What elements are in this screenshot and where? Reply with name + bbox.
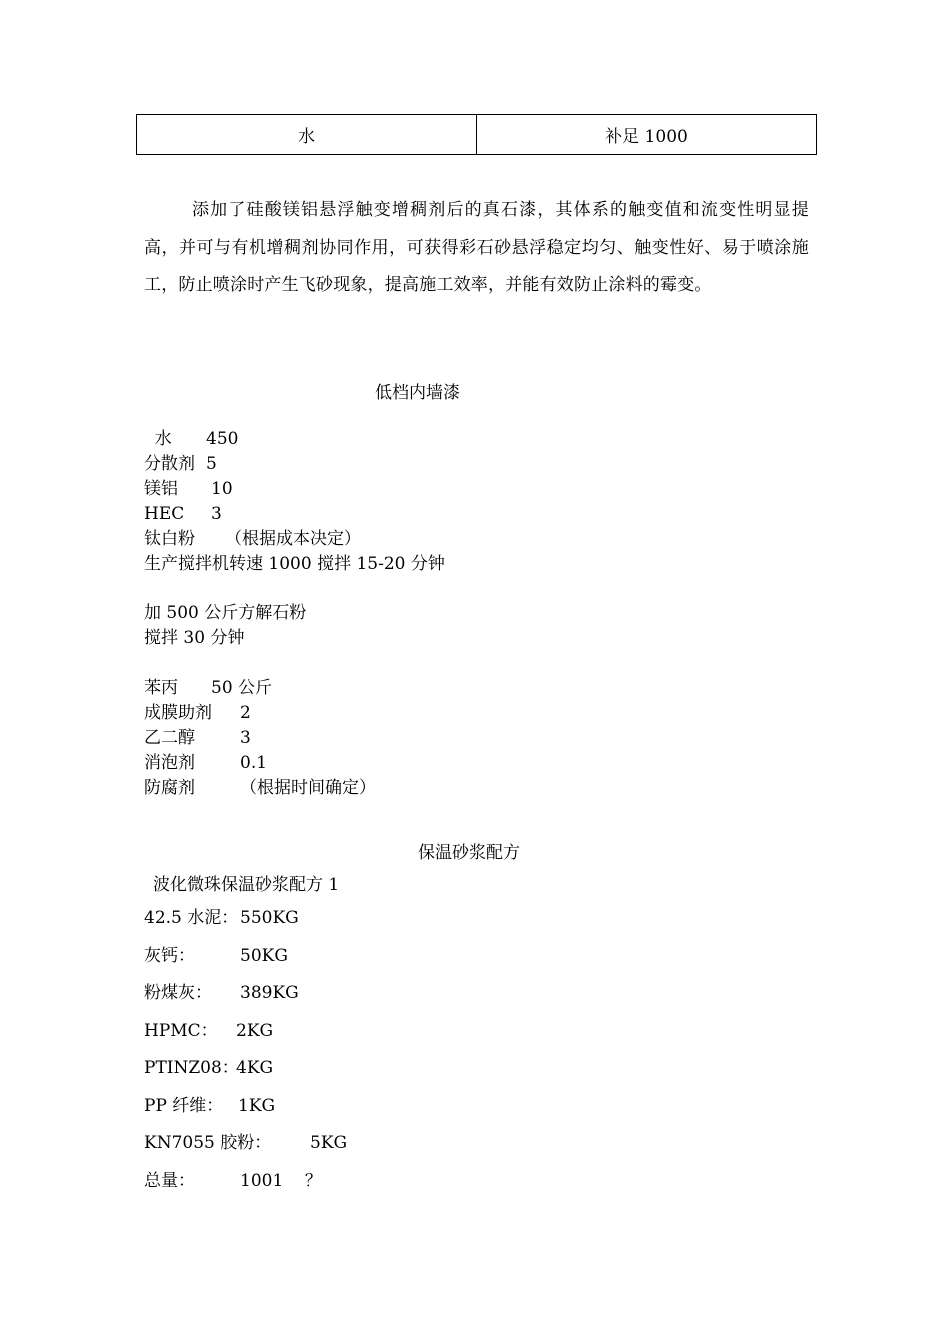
table-cell-ingredient: 水 xyxy=(137,115,477,155)
list-item xyxy=(144,1163,347,1201)
list-item xyxy=(144,776,376,801)
section-title-mortar: 保温砂浆配方 xyxy=(418,843,520,863)
section-title-interior-paint: 低档内墙漆 xyxy=(375,383,460,403)
list-item xyxy=(144,900,347,938)
ingredient-name: 镁铝 xyxy=(144,479,178,499)
ingredient-name: 加 500 公斤方解石粉 xyxy=(144,603,307,623)
ingredient-list-3 xyxy=(144,676,376,801)
section-subtitle-mortar: 波化微珠保温砂浆配方 1 xyxy=(153,875,340,895)
ingredient-amount: 0.1 xyxy=(240,753,268,773)
list-item xyxy=(144,552,445,577)
ingredient-amount: 3 xyxy=(240,728,251,748)
list-item xyxy=(144,975,347,1013)
ingredient-name: 分散剂 xyxy=(144,454,195,474)
ingredient-name: 苯丙 xyxy=(144,678,178,698)
formula-table xyxy=(136,114,817,155)
ingredient-amount: （根据时间确定） xyxy=(240,778,376,798)
table-cell-amount: 补足 1000 xyxy=(477,115,817,155)
list-item xyxy=(144,527,445,552)
ingredient-name: 消泡剂 xyxy=(144,753,195,773)
list-item xyxy=(144,751,376,776)
ingredient-name: 成膜助剂 xyxy=(144,703,212,723)
mortar-ingredient-list xyxy=(144,900,347,1200)
list-item xyxy=(144,1050,347,1088)
ingredient-amount: 550KG xyxy=(240,908,299,928)
ingredient-amount: 10 xyxy=(211,479,233,499)
ingredient-amount: 4KG xyxy=(236,1058,274,1078)
list-item xyxy=(144,502,445,527)
list-item xyxy=(144,1088,347,1126)
list-item xyxy=(144,601,306,626)
ingredient-amount: 50KG xyxy=(240,945,288,966)
ingredient-amount: 5KG xyxy=(310,1133,348,1153)
ingredient-amount: 50 公斤 xyxy=(211,678,273,698)
list-item xyxy=(144,1013,347,1051)
ingredient-name: 总量： xyxy=(144,1170,195,1191)
ingredient-name: 灰钙： xyxy=(144,945,195,966)
ingredient-amount: 3 xyxy=(211,504,222,524)
list-item xyxy=(144,427,445,452)
list-item xyxy=(144,626,306,651)
ingredient-amount: 5 xyxy=(206,454,217,474)
ingredient-name: 生产搅拌机转速 1000 搅拌 15-20 分钟 xyxy=(144,554,445,574)
ingredient-name: 粉煤灰： xyxy=(144,983,212,1003)
description-paragraph: 添加了硅酸镁铝悬浮触变增稠剂后的真石漆，其体系的触变值和流变性明显提高，并可与有机增稠剂协同作用，可获得彩石砂悬浮稳定均匀、触变性好、易于喷涂施工，防止喷涂时产生飞砂现象，提高施工效率，并能有效防止涂料的霉变。 xyxy=(144,200,809,295)
ingredient-list-1 xyxy=(144,427,445,577)
list-item xyxy=(144,1125,347,1163)
list-item xyxy=(144,726,376,751)
ingredient-amount: 1KG xyxy=(238,1095,276,1116)
ingredient-name: 钛白粉 xyxy=(144,529,195,549)
ingredient-amount: 2 xyxy=(240,703,251,723)
ingredient-list-2 xyxy=(144,601,306,651)
ingredient-name: 42.5 水泥： xyxy=(144,908,239,928)
list-item xyxy=(144,938,347,976)
table-row xyxy=(137,115,817,155)
ingredient-name: 防腐剂 xyxy=(144,778,195,798)
ingredient-name: KN7055 胶粉： xyxy=(144,1133,272,1153)
ingredient-name: 乙二醇 xyxy=(144,728,195,748)
ingredient-amount: （根据成本决定） xyxy=(225,529,361,549)
ingredient-amount: 1001 ？ xyxy=(240,1170,322,1191)
list-item xyxy=(144,452,445,477)
ingredient-name: HEC xyxy=(144,504,185,524)
ingredient-amount: 450 xyxy=(206,429,239,449)
ingredient-amount: 2KG xyxy=(236,1020,274,1041)
list-item xyxy=(144,676,376,701)
list-item xyxy=(144,477,445,502)
ingredient-name: PP 纤维： xyxy=(144,1095,224,1116)
list-item xyxy=(144,701,376,726)
ingredient-name: HPMC： xyxy=(144,1020,218,1041)
ingredient-name: PTINZ08： xyxy=(144,1058,239,1078)
ingredient-name: 水 xyxy=(144,429,172,449)
ingredient-name: 搅拌 30 分钟 xyxy=(144,628,245,648)
ingredient-amount: 389KG xyxy=(240,983,299,1003)
